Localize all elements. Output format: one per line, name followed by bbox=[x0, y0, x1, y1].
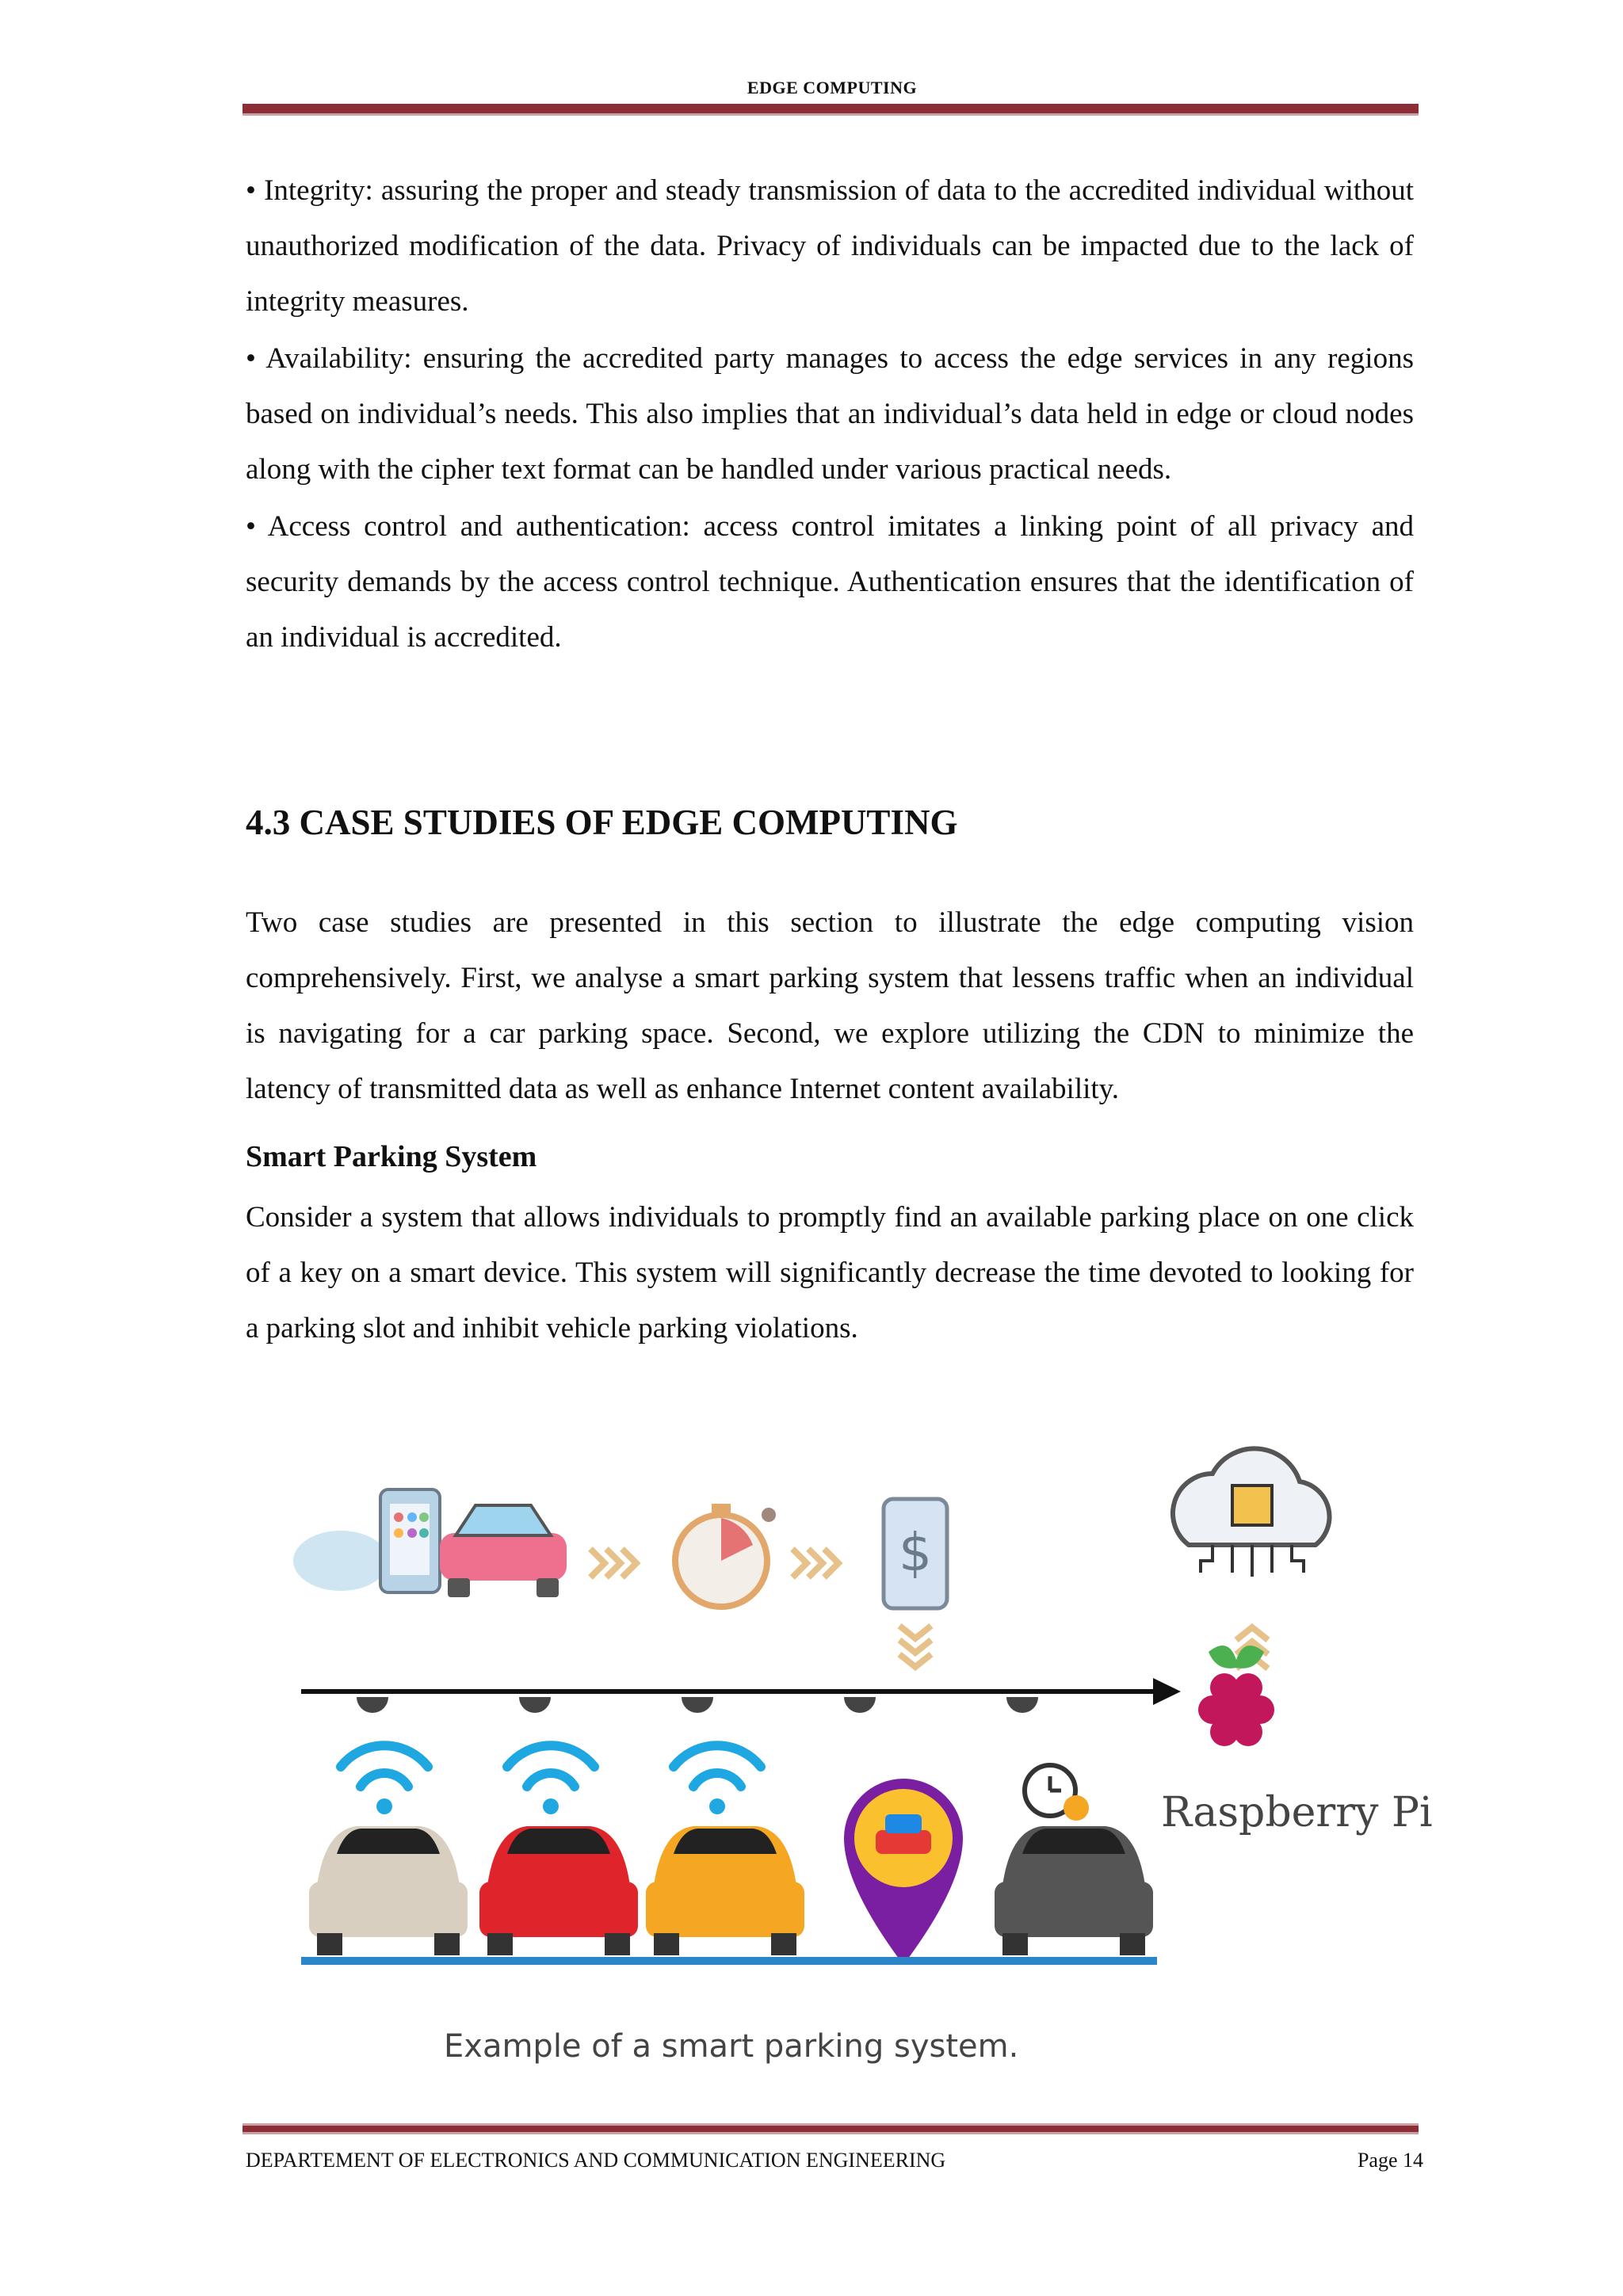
subsection-body bbox=[246, 1190, 1414, 1356]
clock-icon bbox=[1025, 1765, 1089, 1821]
footer-rule bbox=[242, 2123, 1419, 2134]
section-intro bbox=[246, 895, 1414, 1117]
subsection-heading: Smart Parking System bbox=[246, 1140, 537, 1173]
raspberry-pi-label: Raspberry Pi bbox=[1161, 1789, 1433, 1836]
smart-parking-figure bbox=[285, 1442, 1442, 1997]
running-header: EDGE COMPUTING bbox=[747, 78, 918, 97]
svg-text:$: $ bbox=[899, 1522, 932, 1583]
footer-department: DEPARTEMENT OF ELECTRONICS AND COMMUNICATION ENGINEERING bbox=[246, 2149, 946, 2172]
parked-car-red bbox=[479, 1826, 638, 1955]
parked-car-dark bbox=[995, 1826, 1153, 1955]
bullet-availability: • Availability: ensuring the accredited party manages to access the edge services in any regions based on individual’s needs. This also implies that an individual’s data held in edge or cloud nodes along with the cipher text format can be handled under various practical needs. bbox=[246, 342, 1414, 486]
payment-phone-icon bbox=[884, 1499, 947, 1608]
sensor-icons bbox=[357, 1697, 1038, 1713]
header-rule bbox=[242, 104, 1419, 116]
stopwatch-icon bbox=[675, 1504, 776, 1607]
bullet-list bbox=[246, 163, 1414, 666]
section-heading: 4.3 CASE STUDIES OF EDGE COMPUTING bbox=[246, 803, 958, 842]
pink-car-icon bbox=[440, 1505, 567, 1597]
wifi-icons bbox=[341, 1745, 761, 1787]
parked-car-orange bbox=[646, 1826, 804, 1955]
cloud-chip-icon bbox=[1173, 1448, 1330, 1577]
intro-paragraph: Two case studies are presented in this section to illustrate the edge computing vision comprehensively. First, we analyse a smart parking system that lessens traffic when an individual is navigating for a car parking space. Second, we explore utilizing the CDN to minimize the latency of transmitted data as well as enhance Internet content availability. bbox=[246, 906, 1414, 1105]
chevron-right-icon bbox=[590, 1549, 636, 1577]
bullet-access-control: • Access control and authentication: access control imitates a linking point of all privacy and security demands by the access control technique. Authentication ensures that the identification of an individual is accredited. bbox=[246, 510, 1414, 654]
data-flow-arrow bbox=[301, 1678, 1181, 1705]
chevron-down-icon bbox=[899, 1626, 931, 1667]
bullet-integrity: • Integrity: assuring the proper and steady transmission of data to the accredited individual without unauthorized modification of the data. Privacy of individuals can be impacted due to the lack of integrity measures. bbox=[246, 174, 1414, 318]
chevron-right-icon bbox=[792, 1549, 838, 1577]
road-line bbox=[301, 1957, 1157, 1965]
figure-caption: Example of a smart parking system. bbox=[444, 2028, 1019, 2065]
page-number: Page 14 bbox=[1357, 2149, 1423, 2172]
location-pin-icon bbox=[844, 1779, 963, 1965]
parked-car-beige bbox=[309, 1826, 468, 1955]
subsection-paragraph: Consider a system that allows individuals to promptly find an available parking place on one click of a key on a smart device. This system will significantly decrease the time devoted to looking for a parking slot and inhibit vehicle parking violations. bbox=[246, 1201, 1414, 1344]
phone-cloud-icon bbox=[293, 1489, 440, 1592]
